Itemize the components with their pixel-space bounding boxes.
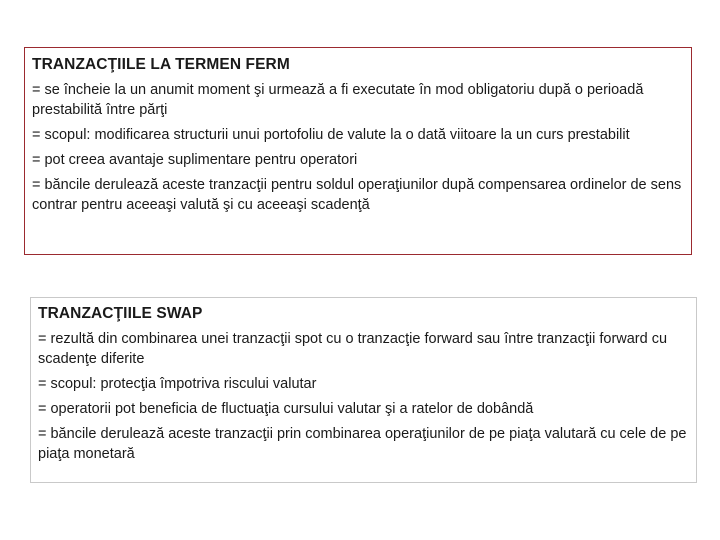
forward-transactions-box [24,47,692,255]
swap-item-operators: = operatorii pot beneficia de fluctuaţia cursului valutar şi a ratelor de dobândă [38,401,534,417]
swap-item-definition: = rezultă din combinarea unei tranzacţii spot cu o tranzacţie forward sau între tranzacţii forward cu scadenţe diferite [38,331,668,367]
forward-transactions-title: TRANZACŢIILE LA TERMEN FERM [32,56,290,73]
swap-item-banks: = băncile derulează aceste tranzacţii prin combinarea operaţiunilor de pe piaţa valutară cu cele de pe piaţa monetară [38,426,687,462]
forward-item-advantages: = pot creea avantaje suplimentare pentru operatori [32,152,358,168]
swap-item-purpose: = scopul: protecţia împotriva riscului valutar [38,376,317,392]
forward-item-banks: = băncile derulează aceste tranzacţii pentru soldul operaţiunilor după compensarea ordinelor de sens contrar pentru aceeaşi valută şi cu aceeaşi scadenţă [32,177,682,213]
forward-item-purpose: = scopul: modificarea structurii unui portofoliu de valute la o dată viitoare la un curs prestabilit [32,127,630,143]
forward-item-definition: = se încheie la un anumit moment şi urmează a fi executate în mod obligatoriu după o perioadă prestabilită între părţi [32,82,644,118]
swap-transactions-title: TRANZACŢIILE SWAP [38,305,203,322]
swap-transactions-box [30,297,697,483]
